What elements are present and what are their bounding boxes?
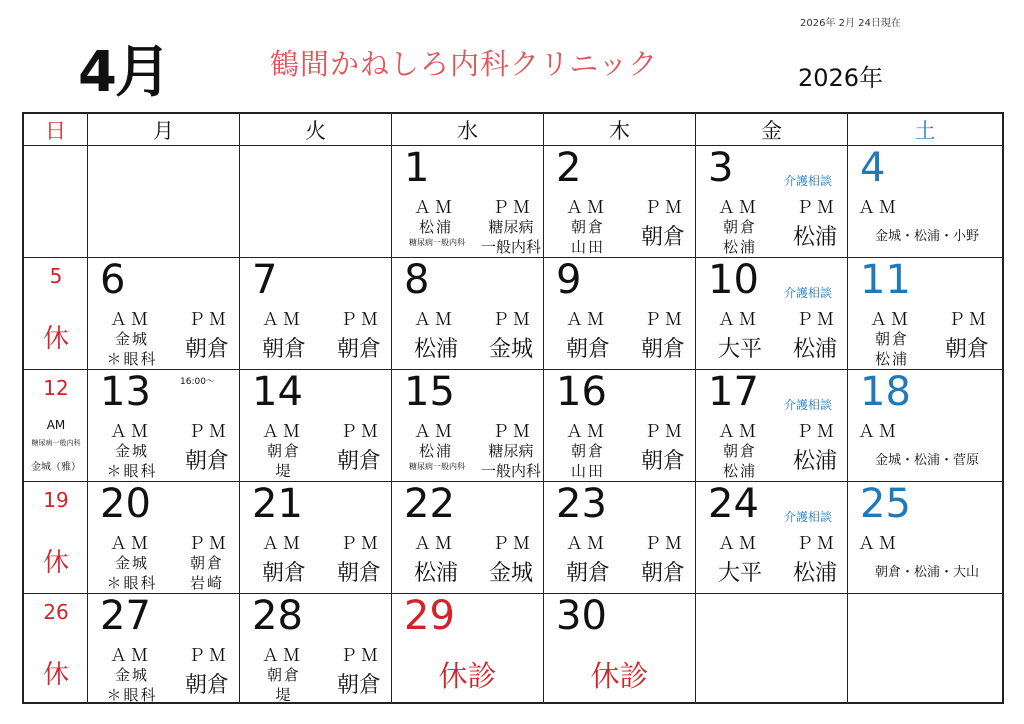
pm-label: ＰＭ [340,310,382,330]
am-label: ＡＭ [566,422,608,442]
day-cell-8 [392,258,544,370]
pm-doctor: 朝倉 [640,561,685,586]
pm-doctor: 松浦 [792,225,837,250]
am-label: ＡＭ [110,646,152,666]
am-doctor-1: 朝倉 [722,442,757,460]
am-label: ＡＭ [566,534,608,554]
pm-label: ＰＭ [492,310,534,330]
am-doctor-2: ＊眼科 [106,462,158,480]
weekday-header-sun: 日 [24,114,88,146]
day-cell-9 [544,258,696,370]
am-doctor: 松浦 [413,561,458,586]
pm-label: ＰＭ [796,422,838,442]
date-number: 24 [708,481,759,527]
pm-label: ＰＭ [948,310,990,330]
am-doctor: 朝倉 [261,337,306,362]
day-cell-4 [848,146,1002,258]
pm-doctor: 朝倉 [640,337,685,362]
am-doctor-1: 朝倉 [570,442,605,460]
date-number: 20 [100,481,151,527]
date-number: 18 [860,369,911,415]
day-cell-26 [24,594,88,704]
day-cell-12 [24,370,88,482]
pm-doctor: 朝倉 [336,673,381,698]
care-consult-label: 介護相談 [784,286,833,300]
pm-doctor: 松浦 [792,561,837,586]
day-cell-15 [392,370,544,482]
pm-doctor: 朝倉 [336,561,381,586]
am-doctors: 朝倉・松浦・大山 [874,565,979,580]
am-doctor-1: 金城 [114,554,149,572]
pm-label: ＰＭ [340,422,382,442]
date-number: 22 [404,481,455,527]
clinic-name: 鶴間かねしろ内科クリニック [270,47,659,81]
pm-label: ＰＭ [796,310,838,330]
day-cell-empty [88,146,240,258]
day-cell-empty [240,146,392,258]
weekday-header-thu: 木 [544,114,696,146]
am-label: ＡＭ [718,422,760,442]
closed-mark: 休 [42,324,69,354]
pm-label: ＰＭ [644,310,686,330]
care-consult-label: 介護相談 [784,174,833,188]
am-doctor: 大平 [717,561,762,586]
closed-label: 休診 [590,659,649,693]
pm-doctor: 朝倉 [944,337,989,362]
date-number: 8 [404,257,430,303]
date-number: 11 [860,257,911,303]
care-consult-label: 介護相談 [784,398,833,412]
am-doctor-1: 朝倉 [266,442,301,460]
am-label: ＡＭ [566,310,608,330]
closed-mark: 休 [42,660,69,690]
pm-doctor: 朝倉 [336,337,381,362]
am-doctor: 松浦 [418,442,453,460]
day-cell-14 [240,370,392,482]
pm-doctor: 朝倉 [184,337,229,362]
am-doctor: 松浦 [418,218,453,236]
date-number: 2 [556,145,582,191]
date-number: 10 [708,257,759,303]
day-cell-13 [88,370,240,482]
am-doctor: 大平 [717,337,762,362]
date-number: 23 [556,481,607,527]
date-number: 12 [43,376,69,400]
pm-doctor-1: 朝倉 [189,554,224,572]
am-label: ＡＭ [870,310,912,330]
pm-doctor: 松浦 [792,449,837,474]
day-cell-17 [696,370,848,482]
date-number: 6 [100,257,126,303]
day-cell-25 [848,482,1002,594]
am-label: ＡＭ [262,534,304,554]
am-doctor-1: 金城 [114,442,149,460]
care-consult-label: 介護相談 [784,510,833,524]
day-cell-7 [240,258,392,370]
pm-label: ＰＭ [796,534,838,554]
am-doctor-2: ＊眼科 [106,574,158,592]
am-doctor-2: 堤 [275,686,293,704]
am-label: ＡＭ [262,646,304,666]
month-title: 4月 [78,40,169,105]
am-doctor: 朝倉 [565,337,610,362]
pm-line2: 一般内科 [480,462,541,480]
date-number: 5 [49,264,63,288]
pm-doctor-2: 岩崎 [189,574,224,592]
pm-doctor: 朝倉 [336,449,381,474]
date-number: 14 [252,369,303,415]
date-number: 13 [100,369,151,415]
am-doctor-1: 金城 [114,330,149,348]
pm-label: ＰＭ [796,198,838,218]
time-note: 16:00～ [180,377,215,387]
day-cell-21 [240,482,392,594]
date-number: 15 [404,369,455,415]
am-label: ＡＭ [566,198,608,218]
pm-doctor: 松浦 [792,337,837,362]
pm-label: ＰＭ [340,646,382,666]
weekday-header-wed: 水 [392,114,544,146]
am-doctor: 松浦 [413,337,458,362]
day-cell-28 [240,594,392,704]
day-cell-16 [544,370,696,482]
pm-label: ＰＭ [492,422,534,442]
date-number: 16 [556,369,607,415]
day-cell-2 [544,146,696,258]
am-doctor-1: 金城 [114,666,149,684]
pm-label: ＰＭ [492,198,534,218]
pm-label: ＰＭ [340,534,382,554]
sunday-note: 糖尿病一般内科 [31,439,81,447]
pm-label: ＰＭ [644,422,686,442]
weekday-header-mon: 月 [88,114,240,146]
pm-label: ＰＭ [492,534,534,554]
day-cell-30 [544,594,696,704]
am-label: ＡＭ [414,422,456,442]
pm-doctor: 朝倉 [184,673,229,698]
am-label: ＡＭ [414,534,456,554]
weekday-header-sat: 土 [848,114,1002,146]
am-doctor-2: ＊眼科 [106,350,158,368]
pm-line1: 糖尿病 [488,442,534,460]
year-label: 2026年 [798,64,884,92]
day-cell-empty [696,594,848,704]
am-label: ＡＭ [718,198,760,218]
am-doctors: 金城・松浦・小野 [874,229,979,244]
date-number: 30 [556,593,607,639]
day-cell-10 [696,258,848,370]
calendar-grid [22,112,1004,704]
am-doctor-2: 松浦 [722,462,757,480]
am-label: AM [46,418,66,432]
pm-label: ＰＭ [644,534,686,554]
day-cell-5 [24,258,88,370]
am-doctor-2: 山田 [570,462,605,480]
am-doctor-1: 朝倉 [266,666,301,684]
am-label: ＡＭ [858,422,900,442]
am-note: 糖尿病一般内科 [409,462,465,471]
date-number: 25 [860,481,911,527]
date-number: 17 [708,369,759,415]
date-number: 19 [43,488,69,512]
am-label: ＡＭ [110,534,152,554]
am-label: ＡＭ [262,422,304,442]
pm-label: ＰＭ [188,422,230,442]
day-cell-19 [24,482,88,594]
as-of-date: 2026年 2月 24日現在 [800,18,901,29]
am-doctor-2: 山田 [570,238,605,256]
am-label: ＡＭ [110,310,152,330]
date-number: 9 [556,257,582,303]
am-doctor-2: 松浦 [722,238,757,256]
day-cell-empty [848,594,1002,704]
am-doctor: 朝倉 [261,561,306,586]
am-doctor: 朝倉 [565,561,610,586]
day-cell-22 [392,482,544,594]
am-label: ＡＭ [718,310,760,330]
day-cell-24 [696,482,848,594]
date-number: 7 [252,257,278,303]
pm-doctor: 朝倉 [184,449,229,474]
am-doctor-1: 朝倉 [874,330,909,348]
date-number: 21 [252,481,303,527]
am-doctor-2: 松浦 [874,350,909,368]
am-doctor-2: 堤 [275,462,293,480]
pm-doctor: 金城 [488,337,533,362]
day-cell-6 [88,258,240,370]
am-doctors: 金城・松浦・菅原 [874,453,979,468]
am-label: ＡＭ [858,198,900,218]
weekday-header-fri: 金 [696,114,848,146]
am-label: ＡＭ [718,534,760,554]
pm-doctor: 金城 [488,561,533,586]
am-doctor-2: ＊眼科 [106,686,158,704]
am-doctor-1: 朝倉 [722,218,757,236]
am-label: ＡＭ [110,422,152,442]
pm-line1: 糖尿病 [488,218,534,236]
date-number: 28 [252,593,303,639]
closed-label: 休診 [438,659,497,693]
day-cell-3 [696,146,848,258]
pm-label: ＰＭ [188,534,230,554]
closed-mark: 休 [42,548,69,578]
day-cell-empty [24,146,88,258]
date-number: 1 [404,145,430,191]
day-cell-23 [544,482,696,594]
pm-doctor: 朝倉 [640,225,685,250]
pm-doctor: 朝倉 [640,449,685,474]
pm-line2: 一般内科 [480,238,541,256]
am-label: ＡＭ [262,310,304,330]
date-number: 26 [43,600,69,624]
date-number: 4 [860,145,886,191]
am-doctor: 金城（雅） [31,462,81,473]
am-label: ＡＭ [414,198,456,218]
day-cell-18 [848,370,1002,482]
day-cell-29 [392,594,544,704]
pm-label: ＰＭ [644,198,686,218]
day-cell-1 [392,146,544,258]
am-label: ＡＭ [414,310,456,330]
date-number: 3 [708,145,734,191]
pm-label: ＰＭ [188,646,230,666]
day-cell-27 [88,594,240,704]
pm-label: ＰＭ [188,310,230,330]
date-number: 29 [404,593,455,639]
am-label: ＡＭ [858,534,900,554]
am-doctor-1: 朝倉 [570,218,605,236]
am-note: 糖尿病一般内科 [409,238,465,247]
weekday-header-tue: 火 [240,114,392,146]
day-cell-11 [848,258,1002,370]
date-number: 27 [100,593,151,639]
day-cell-20 [88,482,240,594]
